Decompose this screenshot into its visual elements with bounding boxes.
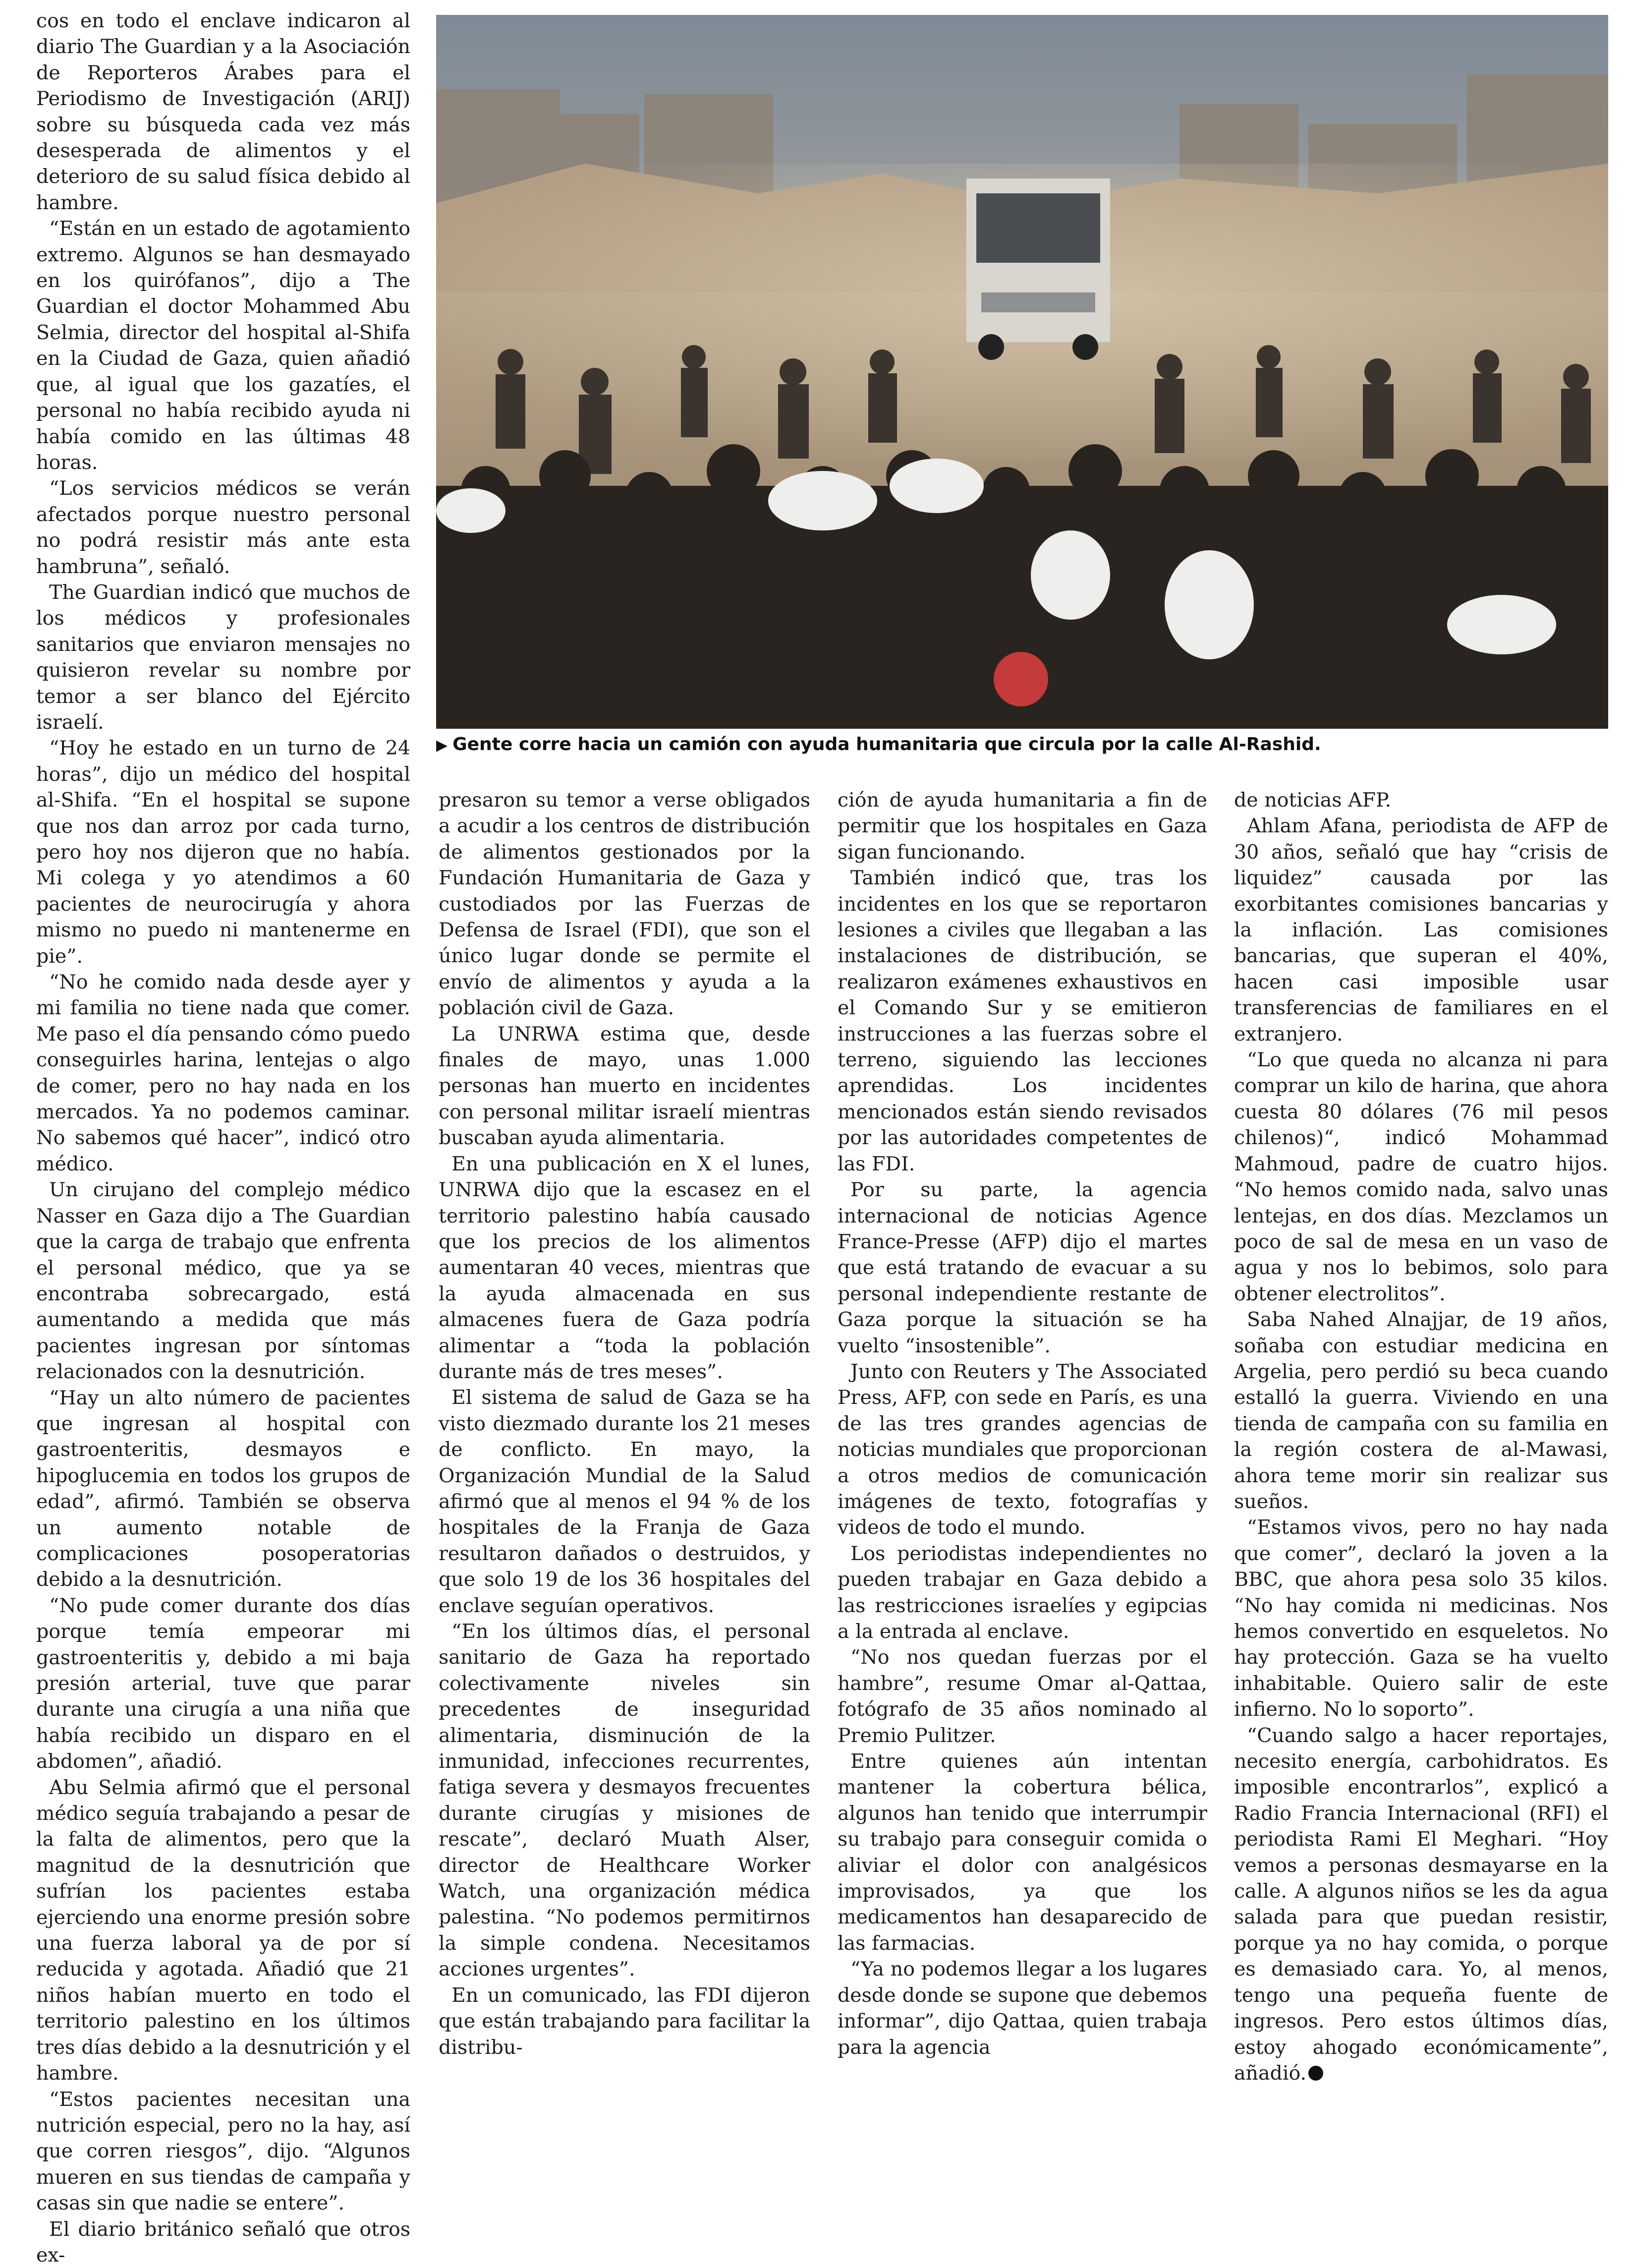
article-paragraph: “Hoy he estado en un turno de 24 horas”, dijo un médico del hospital al-Shifa. “En el hospital se supone que nos dan arroz por cada turno, pero hoy nos dijeron que no había. Mi colega y yo atendimos a 60 pacientes de neurocirugía y ahora mismo no puedo ni mantenerme en pie”. <box>36 737 410 968</box>
article-paragraph: ción de ayuda humanitaria a fin de permitir que los hospitales en Gaza sigan funcionando. <box>838 789 1207 864</box>
news-photo <box>436 15 1608 729</box>
photo-caption-text: Gente corre hacia un camión con ayuda humanitaria que circula por la calle Al-Rashid. <box>452 734 1321 755</box>
article-paragraph: Abu Selmia afirmó que el personal médico seguía trabajando a pesar de la falta de alimentos, pero que la magnitud de la desnutrición que sufrían los pacientes estaba ejerciendo una enorme presión sobre una fuerza laboral ya de por sí reducida y agotada. Añadió que 21 niños habían muerto en todo el territorio palestino en los últimos tres días debido a la desnutrición y el hambre. <box>36 1776 410 2085</box>
article-paragraph: “Ya no podemos llegar a los lugares desde donde se supone que debemos informar”, dijo Qattaa, quien trabaja para la agencia <box>838 1958 1207 2059</box>
article-paragraph: En un comunicado, las FDI dijeron que están trabajando para facilitar la distribu- <box>439 1983 810 2059</box>
article-paragraph: Los periodistas independientes no pueden trabajar en Gaza debido a las restricciones israelíes y egipcias a la entrada al enclave. <box>838 1542 1207 1643</box>
article-paragraph: “Estos pacientes necesitan una nutrición especial, pero no la hay, así que corren riesgos”, dijo. “Algunos mueren en sus tiendas de campaña y casas sin que nadie se entere”. <box>36 2088 410 2215</box>
article-paragraph: The Guardian indicó que muchos de los médicos y profesionales sanitarios que enviaron mensajes no quisieron revelar su nombre por temor a ser blanco del Ejército israelí. <box>36 581 410 734</box>
article-paragraph: En una publicación en X el lunes, UNRWA dijo que la escasez en el territorio palestino había causado que los precios de los alimentos aumentaran 40 veces, mientras que la ayuda almacenada en sus almacenes fuera de Gaza podría alimentar a “toda la población durante más de tres meses”. <box>439 1152 810 1383</box>
article-paragraph: La UNRWA estima que, desde finales de mayo, unas 1.000 personas han muerto en incidentes con personal militar israelí mientras buscaban ayuda alimentaria. <box>439 1022 810 1150</box>
article-paragraph: “Hay un alto número de pacientes que ingresan al hospital con gastroenteritis, desmayos e hipoglucemia en todos los grupos de edad”, afirmó. También se observa un aumento notable de complicaciones posoperatorias debido a la desnutrición. <box>36 1386 410 1591</box>
article-column-2 <box>439 787 810 2059</box>
article-paragraph: Junto con Reuters y The Associated Press, AFP, con sede en París, es una de las tres grandes agencias de noticias mundiales que proporcionan a otros medios de comunicación imágenes de texto, fotografías y videos de todo el mundo. <box>838 1360 1207 1539</box>
photo-caption <box>436 733 1611 757</box>
end-of-article-dot-icon <box>1308 2066 1323 2081</box>
article-paragraph: Ahlam Afana, periodista de AFP de 30 años, señaló que hay “crisis de liquidez” causada por las exorbitantes comisiones bancarias y la inflación. Las comisiones bancarias, que superan el 40%, hacen casi imposible usar transferencias de familiares en el extranjero. <box>1234 814 1608 1046</box>
article-paragraph: “Lo que queda no alcanza ni para comprar un kilo de harina, que ahora cuesta 80 dólares (76 mil pesos chilenos)“, indicó Mohammad Mahmoud, padre de cuatro hijos. “No hemos comido nada, salvo unas lentejas, en dos días. Mezclamos un poco de sal de mesa en un vaso de agua y nos lo bebimos, solo para obtener electrolitos”. <box>1234 1048 1608 1305</box>
article-column-1 <box>36 8 410 2267</box>
article-paragraph: cos en todo el enclave indicaron al diario The Guardian y a la Asociación de Reporteros Árabes para el Periodismo de Investigación (ARIJ) sobre su búsqueda cada vez más desesperada de alimentos y el deterioro de su salud física debido al hambre. <box>36 9 410 214</box>
article-paragraph: “Los servicios médicos se verán afectados porque nuestro personal no podrá resistir más ante esta hambruna”, señaló. <box>36 477 410 578</box>
article-paragraph: Por su parte, la agencia internacional de noticias Agence France-Presse (AFP) dijo el martes que está tratando de evacuar a su personal independiente restante de Gaza porque la situación se ha vuelto “insostenible”. <box>838 1178 1207 1357</box>
article-paragraph: También indicó que, tras los incidentes en los que se reportaron lesiones a civiles que llegaban a las instalaciones de distribución, se realizaron exámenes exhaustivos en el Comando Sur y se emitieron instrucciones a las fuerzas sobre el terreno, siguiendo las lecciones aprendidas. Los incidentes mencionados están siendo revisados por las autoridades competentes de las FDI. <box>838 867 1207 1175</box>
crowd-photo-illustration <box>436 15 1608 729</box>
article-paragraph: “No pude comer durante dos días porque temía empeorar mi gastroenteritis y, debido a mi baja presión arterial, tuve que parar durante una cirugía a una niña que había recibido un disparo en el abdomen”, añadió. <box>36 1594 410 1773</box>
article-paragraph: Saba Nahed Alnajjar, de 19 años, soñaba con estudiar medicina en Argelia, pero perdió su beca cuando estalló la guerra. Viviendo en una tienda de campaña con su familia en la región costera de al-Mawasi, ahora teme morir sin realizar sus sueños. <box>1234 1308 1608 1513</box>
article-paragraph: de noticias AFP. <box>1234 789 1392 812</box>
caption-arrow-icon: ▶ <box>436 737 448 754</box>
article-paragraph: “Están en un estado de agotamiento extremo. Algunos se han desmayado en los quirófanos”, dijo a The Guardian el doctor Mohammed Abu Selmia, director del hospital al-Shifa en la Ciudad de Gaza, quien añadió que, al igual que los gazatíes, el personal no había recibido ayuda ni había comido en las últimas 48 horas. <box>36 217 410 474</box>
article-column-3 <box>838 787 1207 2059</box>
article-paragraph: “No nos quedan fuerzas por el hambre”, resume Omar al-Qattaa, fotógrafo de 35 años nominado al Premio Pulitzer. <box>838 1646 1207 1747</box>
article-paragraph: Entre quienes aún intentan mantener la cobertura bélica, algunos han tenido que interrumpir su trabajo para conseguir comida o aliviar el dolor con analgésicos improvisados, ya que los medicamentos han desaparecido de las farmacias. <box>838 1750 1207 1955</box>
article-paragraph: “No he comido nada desde ayer y mi familia no tiene nada que comer. Me paso el día pensando cómo puedo conseguirles harina, lentejas o algo de comer, pero no hay nada en los mercados. Ya no podemos caminar. No sabemos qué hacer”, indicó otro médico. <box>36 971 410 1175</box>
article-paragraph: “En los últimos días, el personal sanitario de Gaza ha reportado colectivamente niveles sin precedentes de inseguridad alimentaria, disminución de la inmunidad, infecciones recurrentes, fatiga severa y desmayos frecuentes durante cirugías y misiones de rescate”, declaró Muath Alser, director de Healthcare Worker Watch, una organización médica palestina. “No podemos permitirnos la simple condena. Necesitamos acciones urgentes”. <box>439 1620 810 1981</box>
article-column-4 <box>1234 787 1608 2085</box>
aid-truck <box>966 178 1110 360</box>
article-paragraph: presaron su temor a verse obligados a acudir a los centros de distribución de alimentos gestionados por la Fundación Humanitaria de Gaza y custodiados por las Fuerzas de Defensa de Israel (FDI), que son el único lugar donde se permite el envío de alimentos y ayuda a la población civil de Gaza. <box>439 789 810 1020</box>
article-paragraph: “Estamos vivos, pero no hay nada que comer”, declaró la joven a la BBC, que ahora pesa solo 35 kilos. “No hay comida ni medicinas. Nos hemos convertido en esqueletos. No hay protección. Gaza se ha vuelto inhabitable. Quiero salir de este infierno. No lo soporto”. <box>1234 1516 1608 1721</box>
article-paragraph: “Cuando salgo a hacer reportajes, necesito energía, carbohidratos. Es imposible encontrarlos”, explicó a Radio Francia Internacional (RFI) el periodista Rami El Meghari. “Hoy vemos a personas desmayarse en la calle. A algunos niños se les da agua salada para que puedan resistir, porque ya no hay comida, o porque es demasiado cara. Yo, al menos, tengo una pequeña fuente de ingresos. Pero estos últimos días, estoy ahogado económicamente”, añadió. <box>1234 1724 1608 2085</box>
article-paragraph: El diario británico señaló que otros ex- <box>36 2217 410 2267</box>
article-paragraph: El sistema de salud de Gaza se ha visto diezmado durante los 21 meses de conflicto. En mayo, la Organización Mundial de la Salud afirmó que al menos el 94 % de los hospitales de la Franja de Gaza resultaron dañados o destruidos, y que solo 19 de los 36 hospitales del enclave seguían operativos. <box>439 1386 810 1617</box>
article-paragraph: Un cirujano del complejo médico Nasser en Gaza dijo a The Guardian que la carga de trabajo que enfrenta el personal médico, que ya se encontraba sobrecargado, está aumentando a medida que más pacientes ingresan por síntomas relacionados con la desnutrición. <box>36 1178 410 1384</box>
